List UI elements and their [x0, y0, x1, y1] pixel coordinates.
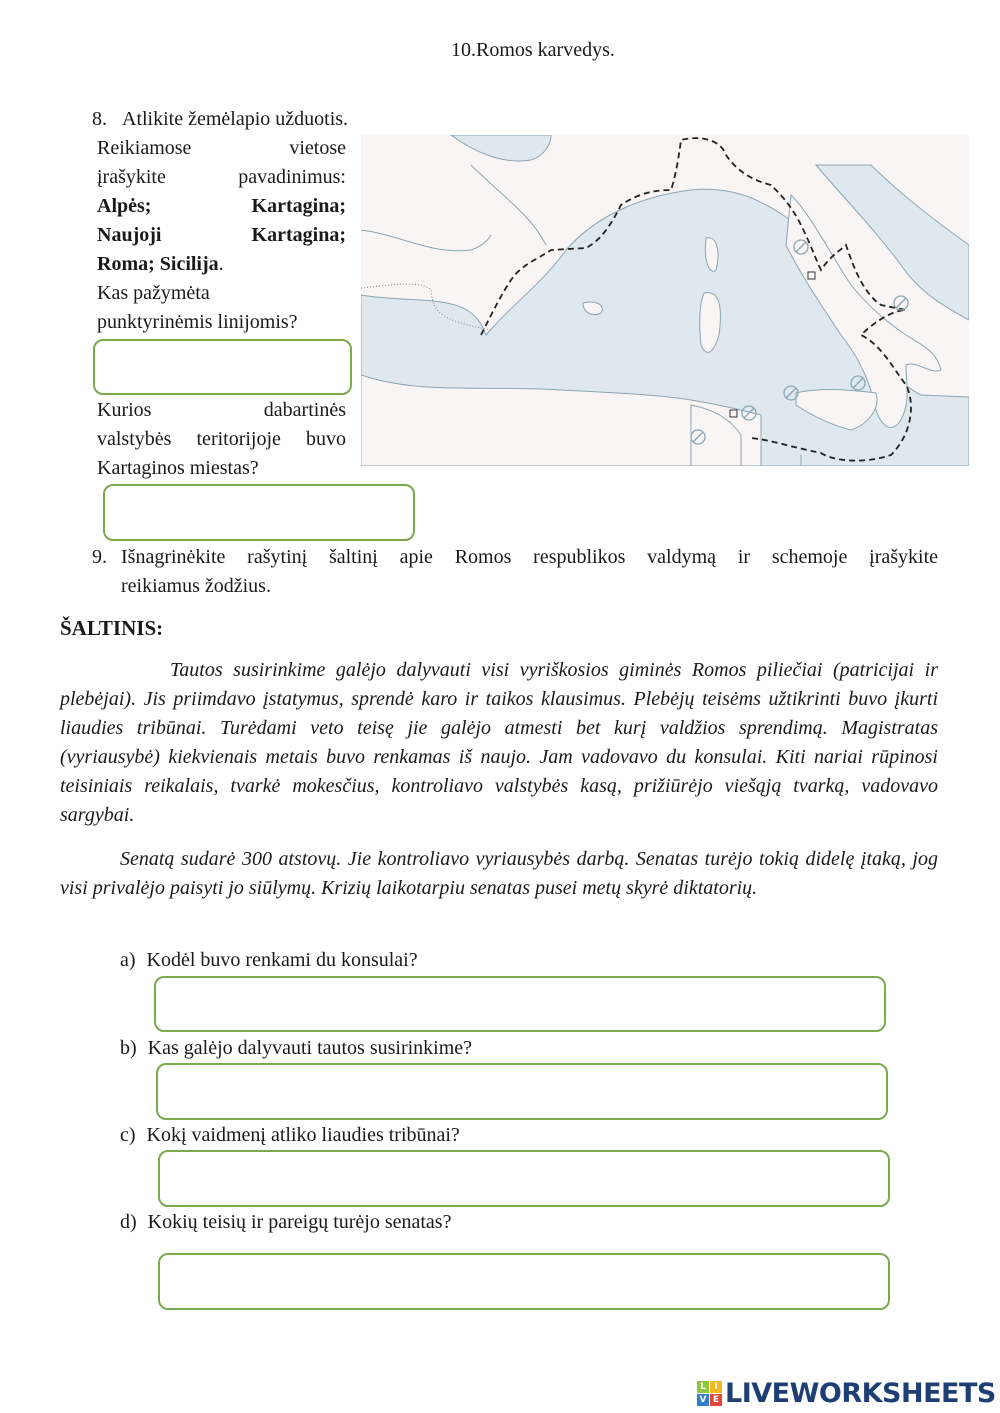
question-dashed-lines: punktyrinėmis linijomis?: [97, 311, 298, 333]
answer-box-carthage-country[interactable]: [103, 484, 415, 541]
answer-box-c[interactable]: [158, 1150, 890, 1207]
instruction-line: įrašykite pavadinimus:: [97, 166, 346, 188]
task9-instructions: [92, 543, 938, 601]
place-names-bold: Roma; Sicilija: [97, 253, 219, 275]
question-label: d): [120, 1211, 137, 1233]
source-paragraph-1: Tautos susirinkime galėjo dalyvauti visi vyriškosios giminės Romos piliečiai (patricijai ir plebėjai). Jis priimdavo įstatymus, sprendė karo ir taikos klausimus. Plebėjų teisėms užtikrinti buvo įkurti liaudies tribūnai. Turėdami veto teisę jie galėjo atmesti bet kurį valdžios sprendimą. Magistratas (vyriausybė) kiekvienais metais buvo renkamas iš naujo. Jam vadovavo du konsulai. Kiti nariai rūpinosi teisiniais reikalais, tvarkė mokesčius, kontroliavo valstybės kasą, prižiūrėjo viešąją tvarką, vadovavo sargybai.: [60, 659, 938, 826]
answer-box-d[interactable]: [158, 1253, 890, 1310]
logo-text: LIVEWORKSHEETS: [725, 1378, 996, 1409]
page-title: 10.Romos karvedys.: [451, 39, 615, 61]
answer-box-a[interactable]: [154, 976, 886, 1032]
source-heading: ŠALTINIS:: [60, 616, 164, 640]
logo-square: V: [697, 1394, 709, 1406]
task8-heading: [92, 105, 348, 134]
place-names-line: Naujoji Kartagina;: [97, 224, 346, 246]
liveworksheets-logo[interactable]: [697, 1378, 996, 1409]
question-text: Kokių teisių ir pareigų turėjo senatas?: [147, 1211, 452, 1233]
question-b: [120, 1034, 472, 1063]
task8-instructions: [97, 134, 346, 337]
task9-number: 9.: [92, 546, 107, 568]
task9-line2: reikiamus žodžius.: [121, 575, 271, 597]
question-d: [120, 1208, 451, 1237]
question-c: [120, 1121, 460, 1150]
question-text: Kas galėjo dalyvauti tautos susirinkime?: [147, 1037, 473, 1059]
answer-box-b[interactable]: [156, 1063, 888, 1120]
question-label: c): [120, 1124, 136, 1146]
logo-squares-icon: [697, 1381, 722, 1406]
task8-title: Atlikite žemėlapio užduotis.: [122, 108, 349, 130]
question-dashed-lines: Kas pažymėta: [97, 282, 210, 304]
question-text: Kodėl buvo renkami du konsulai?: [146, 949, 418, 971]
map-river: [361, 230, 491, 251]
map-sea-biscay: [451, 135, 551, 161]
logo-square: E: [710, 1394, 722, 1406]
question-carthage-line: Kurios dabartinės: [97, 399, 346, 421]
mediterranean-map: [361, 135, 969, 466]
answer-box-dashed-lines[interactable]: [93, 339, 352, 395]
instruction-line: Reikiamose vietose: [97, 137, 346, 159]
logo-square: L: [697, 1381, 709, 1393]
question-label: b): [120, 1037, 137, 1059]
place-names-line: [97, 250, 346, 279]
place-names-line: Alpės; Kartagina;: [97, 195, 346, 217]
logo-square: I: [710, 1381, 722, 1393]
task9-line1: Išnagrinėkite rašytinį šaltinį apie Romos respublikos valdymą ir schemoje įrašykite: [121, 546, 938, 568]
place-names-tail: .: [218, 253, 224, 275]
task8-number: 8.: [92, 108, 107, 130]
question-label: a): [120, 949, 136, 971]
source-paragraph-2: Senatą sudarė 300 atstovų. Jie kontroliavo vyriausybės darbą. Senatas turėjo tokią didelę įtaką, jog visi privalėjo paisyti jo siūlymų. Krizių laikotarpiu senatas pusei metų skyrė diktatorių.: [60, 848, 938, 899]
question-carthage-line: Kartaginos miestas?: [97, 457, 259, 479]
question-carthage-line: valstybės teritorijoje buvo: [97, 428, 346, 450]
map-svg: [361, 135, 969, 466]
question-text: Kokį vaidmenį atliko liaudies tribūnai?: [146, 1124, 460, 1146]
question-a: [120, 946, 418, 975]
task8-question2: [97, 396, 346, 483]
map-river: [471, 165, 546, 245]
